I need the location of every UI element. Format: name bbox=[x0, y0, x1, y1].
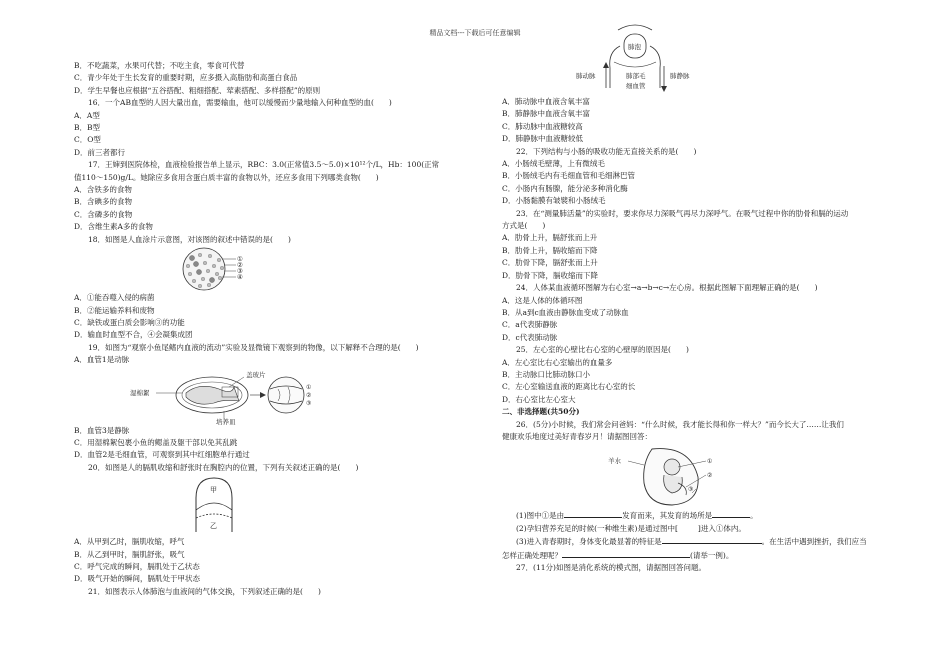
capillary-label-1: 肺部毛 bbox=[626, 72, 646, 80]
q26-line-2: (2)孕妇营养充足的时候(一种维生素)是通过图中[ ]进入①体内。 bbox=[516, 523, 746, 533]
blood-smear-svg bbox=[74, 246, 472, 292]
text-line: 25．左心室的心壁比右心室的心壁厚的原因是( ) bbox=[516, 345, 689, 355]
label-3: ③ bbox=[237, 267, 243, 276]
capillary-label-2: 细血管 bbox=[626, 82, 646, 90]
text-line: C．青少年处于生长发育的重要时期，应多摄入高脂肪和高蛋白食品 bbox=[74, 73, 298, 83]
text-line: 26．(5分)小时候，我们常会问爸妈：“什么时候，我才能长得和你一样大？”而今长大了……让我们 bbox=[516, 419, 844, 429]
vessel-2: ② bbox=[306, 391, 312, 399]
state-a-label: 甲 bbox=[210, 486, 217, 495]
blood-cell bbox=[217, 258, 221, 262]
text-line: C．用湿棉絮包裹小鱼的鳃盖及躯干部以免其乱跳 bbox=[74, 437, 238, 447]
text-line: A．肋骨上升，膈舒张而上升 bbox=[502, 233, 598, 243]
text-line: D．前三者都行 bbox=[74, 147, 126, 157]
text-line: B．②能运输养料和废物 bbox=[74, 305, 155, 315]
text-line: 19．如图为“观察小鱼尾鳍内血液的流动”实验及显微镜下观察到的物像，以下解释不合理的是( ) bbox=[88, 342, 419, 352]
text-line: C．小肠内有肠腺，能分泌多种消化酶 bbox=[502, 183, 628, 193]
label-2: ② bbox=[237, 261, 243, 270]
fetus-svg bbox=[502, 443, 880, 509]
blood-cell bbox=[192, 279, 196, 283]
text-line: A．从甲到乙时，膈肌收缩，呼气 bbox=[74, 537, 185, 547]
state-b-label: 乙 bbox=[210, 522, 217, 531]
text-line: B．主动脉口比肺动脉口小 bbox=[502, 369, 591, 379]
question-27: 27．(11分)如图是消化系统的模式图，请据图回答问题。 bbox=[516, 563, 706, 572]
text-line: B．血管3是静脉 bbox=[74, 425, 130, 435]
text-line: C．缺铁或蛋白质会影响③的功能 bbox=[74, 317, 185, 327]
text-line: D．肺静脉中血液糖较低 bbox=[502, 134, 584, 144]
fetus-label-2: ② bbox=[707, 472, 713, 480]
blood-cell bbox=[198, 284, 202, 288]
q26-line-3: (3)进入青春期时，身体变化最显著的特征是 。在生活中遇到挫折，我们应当 bbox=[516, 537, 867, 547]
text-line: C．含磷多的食物 bbox=[74, 209, 133, 219]
text-line: B．肺静脉中血液含氧丰富 bbox=[502, 109, 591, 119]
blood-cell bbox=[193, 261, 198, 266]
text-line: B．含碘多的食物 bbox=[74, 197, 133, 207]
text-line: A．左心室比右心室输出的血量多 bbox=[502, 357, 613, 367]
text-line: C．肋骨下降，膈舒张而上升 bbox=[502, 258, 598, 268]
right-block-1 bbox=[502, 96, 880, 443]
text-line: D．学生早餐也应根据“五谷搭配、粗细搭配、荤素搭配、多样搭配”的原则 bbox=[74, 85, 321, 95]
text-line: D．吸气开始的瞬间，膈肌处于甲状态 bbox=[74, 574, 201, 584]
left-block-4 bbox=[74, 536, 472, 598]
text-line: D．输血时血型不合，④会凝集成团 bbox=[74, 330, 193, 340]
blood-cell bbox=[186, 264, 190, 268]
text-line: D．血管2是毛细血管，可观察到其中红细胞单行通过 bbox=[74, 450, 250, 460]
text-line: B．小肠绒毛内有毛细血管和毛细淋巴管 bbox=[502, 171, 636, 181]
blood-cell bbox=[196, 269, 201, 274]
text-line: 22．下列结构与小肠的吸收功能无直接关系的是( ) bbox=[516, 146, 697, 156]
diaphragm-figure bbox=[74, 474, 472, 536]
text-line: B．不吃蔬菜，水果可代替；不吃主食，零食可代替 bbox=[74, 61, 245, 70]
text-line: D．c代表肺动脉 bbox=[502, 332, 558, 342]
blood-cell bbox=[207, 283, 211, 287]
left-block-2 bbox=[74, 292, 472, 366]
text-line: 17．王婶到医院体检，血液检验报告单上显示，RBC：3.0(正常值3.5～5.0)×10¹²个/L，Hb：100(正常 bbox=[88, 160, 440, 170]
text-line: 23．在“测量肺活量”的实验时，要求你尽力深吸气再尽力深呼气。在吸气过程中你的肋骨和膈的运动 bbox=[516, 208, 849, 218]
text-line: C．a代表肺静脉 bbox=[502, 320, 558, 330]
alveolus-figure bbox=[502, 22, 880, 96]
text-line: 24．人体某血液循环图解为右心室→a→b→c→左心房。根据此图解下面理解正确的是( ) bbox=[516, 283, 818, 293]
text-line: D．含维生素A多的食物 bbox=[74, 222, 153, 232]
fetus-label-3: ③ bbox=[688, 486, 694, 494]
right-column bbox=[502, 22, 880, 574]
left-block-1 bbox=[74, 60, 472, 246]
diaphragm-svg bbox=[74, 474, 472, 536]
left-block-3 bbox=[74, 425, 472, 475]
question-26-answers bbox=[502, 509, 880, 574]
text-line: A．血管1是动脉 bbox=[74, 355, 130, 365]
blood-cell bbox=[209, 277, 214, 282]
text-line: 20．如图是人的膈肌收缩和舒张时在胸腔内的位置，下列有关叙述正确的是( ) bbox=[88, 462, 359, 472]
blood-cell bbox=[188, 272, 192, 276]
text-line: A．①能吞噬入侵的病菌 bbox=[74, 293, 155, 303]
blood-cell bbox=[218, 276, 222, 280]
blood-cell bbox=[208, 254, 212, 258]
text-line: A．这是人体的体循环图 bbox=[502, 295, 583, 305]
blood-cell bbox=[198, 253, 202, 257]
text-line: B．从乙到甲时，膈肌舒张，吸气 bbox=[74, 549, 185, 559]
blood-cell bbox=[189, 255, 194, 260]
cover-slip-label: 盖玻片 bbox=[246, 370, 266, 379]
fetus-figure bbox=[502, 443, 880, 509]
text-line: 18．如图是人血涂片示意图，对该图的叙述中错误的是( ) bbox=[88, 234, 291, 244]
blood-cell bbox=[201, 277, 205, 281]
text-line: 方式是( ) bbox=[502, 221, 546, 231]
text-line: 21．如图表示人体肺泡与血液间的气体交换，下列叙述正确的是( ) bbox=[88, 586, 321, 596]
text-line: C．左心室输送血液的距离比右心室的长 bbox=[502, 382, 636, 392]
cotton-label: 湿棉絮 bbox=[130, 388, 150, 397]
text-line: C．肺动脉中血液糖较高 bbox=[502, 121, 583, 131]
vessel-3: ③ bbox=[306, 399, 312, 407]
left-column bbox=[74, 60, 472, 598]
text-line: D．右心室比左心室大 bbox=[502, 394, 576, 404]
blood-smear-figure bbox=[74, 246, 472, 292]
text-line: D．小肠黏膜有皱襞和小肠绒毛 bbox=[502, 196, 606, 206]
text-line: A．肺动脉中血液含氧丰富 bbox=[502, 97, 590, 106]
petri-dish-label: 培养皿 bbox=[216, 417, 236, 425]
blood-cell bbox=[212, 264, 216, 268]
text-line: 值110～150)g/L。她除应多食用含蛋白质丰富的食物以外，还应多食用下列哪类食物( ) bbox=[74, 172, 379, 182]
text-line: A．A型 bbox=[74, 110, 100, 120]
text-line: A．含铁多的食物 bbox=[74, 185, 132, 195]
vein-label: 肺静脉 bbox=[670, 72, 690, 80]
text-line: B．从a到c血液由静脉血变成了动脉血 bbox=[502, 307, 629, 317]
page-header: 精品文档---下载后可任意编辑 bbox=[429, 29, 521, 37]
text-line: 16．一个AB血型的人因大量出血，需要输血，他可以缓慢而少量地输入何种血型的血( ) bbox=[88, 98, 392, 108]
vessel-1: ① bbox=[306, 383, 312, 391]
text-line: 健康欢乐地度过美好青春岁月！请据图回答： bbox=[502, 431, 652, 441]
text-line: 二、非选择题(共50分) bbox=[502, 407, 580, 417]
q26-line-1: (1)图中①是由 发育而来，其发育的场所是 。 bbox=[516, 511, 758, 521]
text-line: B．肋骨上升，膈收缩而下降 bbox=[502, 245, 598, 255]
text-line: C．O型 bbox=[74, 135, 101, 145]
q26-line-4: 怎样正确处理呢？ (请举一例)。 bbox=[502, 550, 734, 560]
blood-cell bbox=[206, 269, 210, 273]
artery-label: 肺动脉 bbox=[576, 72, 596, 80]
text-line: A．小肠绒毛壁薄，上有微绒毛 bbox=[502, 159, 605, 169]
blood-cell bbox=[220, 266, 224, 270]
fish-tail-figure bbox=[74, 367, 472, 425]
text-line: B．B型 bbox=[74, 123, 101, 133]
blood-cell bbox=[215, 272, 219, 276]
text-line: D．肋骨下降，膈收缩而下降 bbox=[502, 270, 599, 280]
label-1: ① bbox=[237, 255, 243, 264]
amniotic-fluid-label: 羊水 bbox=[608, 457, 621, 466]
fish-tail-svg bbox=[74, 367, 472, 425]
alveolus-label: 肺泡 bbox=[628, 43, 641, 51]
label-4: ④ bbox=[237, 273, 243, 282]
text-line: C．呼气完成的瞬间，膈肌处于乙状态 bbox=[74, 561, 200, 571]
blood-cell bbox=[203, 261, 207, 265]
alveolus-svg bbox=[502, 22, 880, 96]
fetus-label-1: ① bbox=[707, 458, 713, 466]
